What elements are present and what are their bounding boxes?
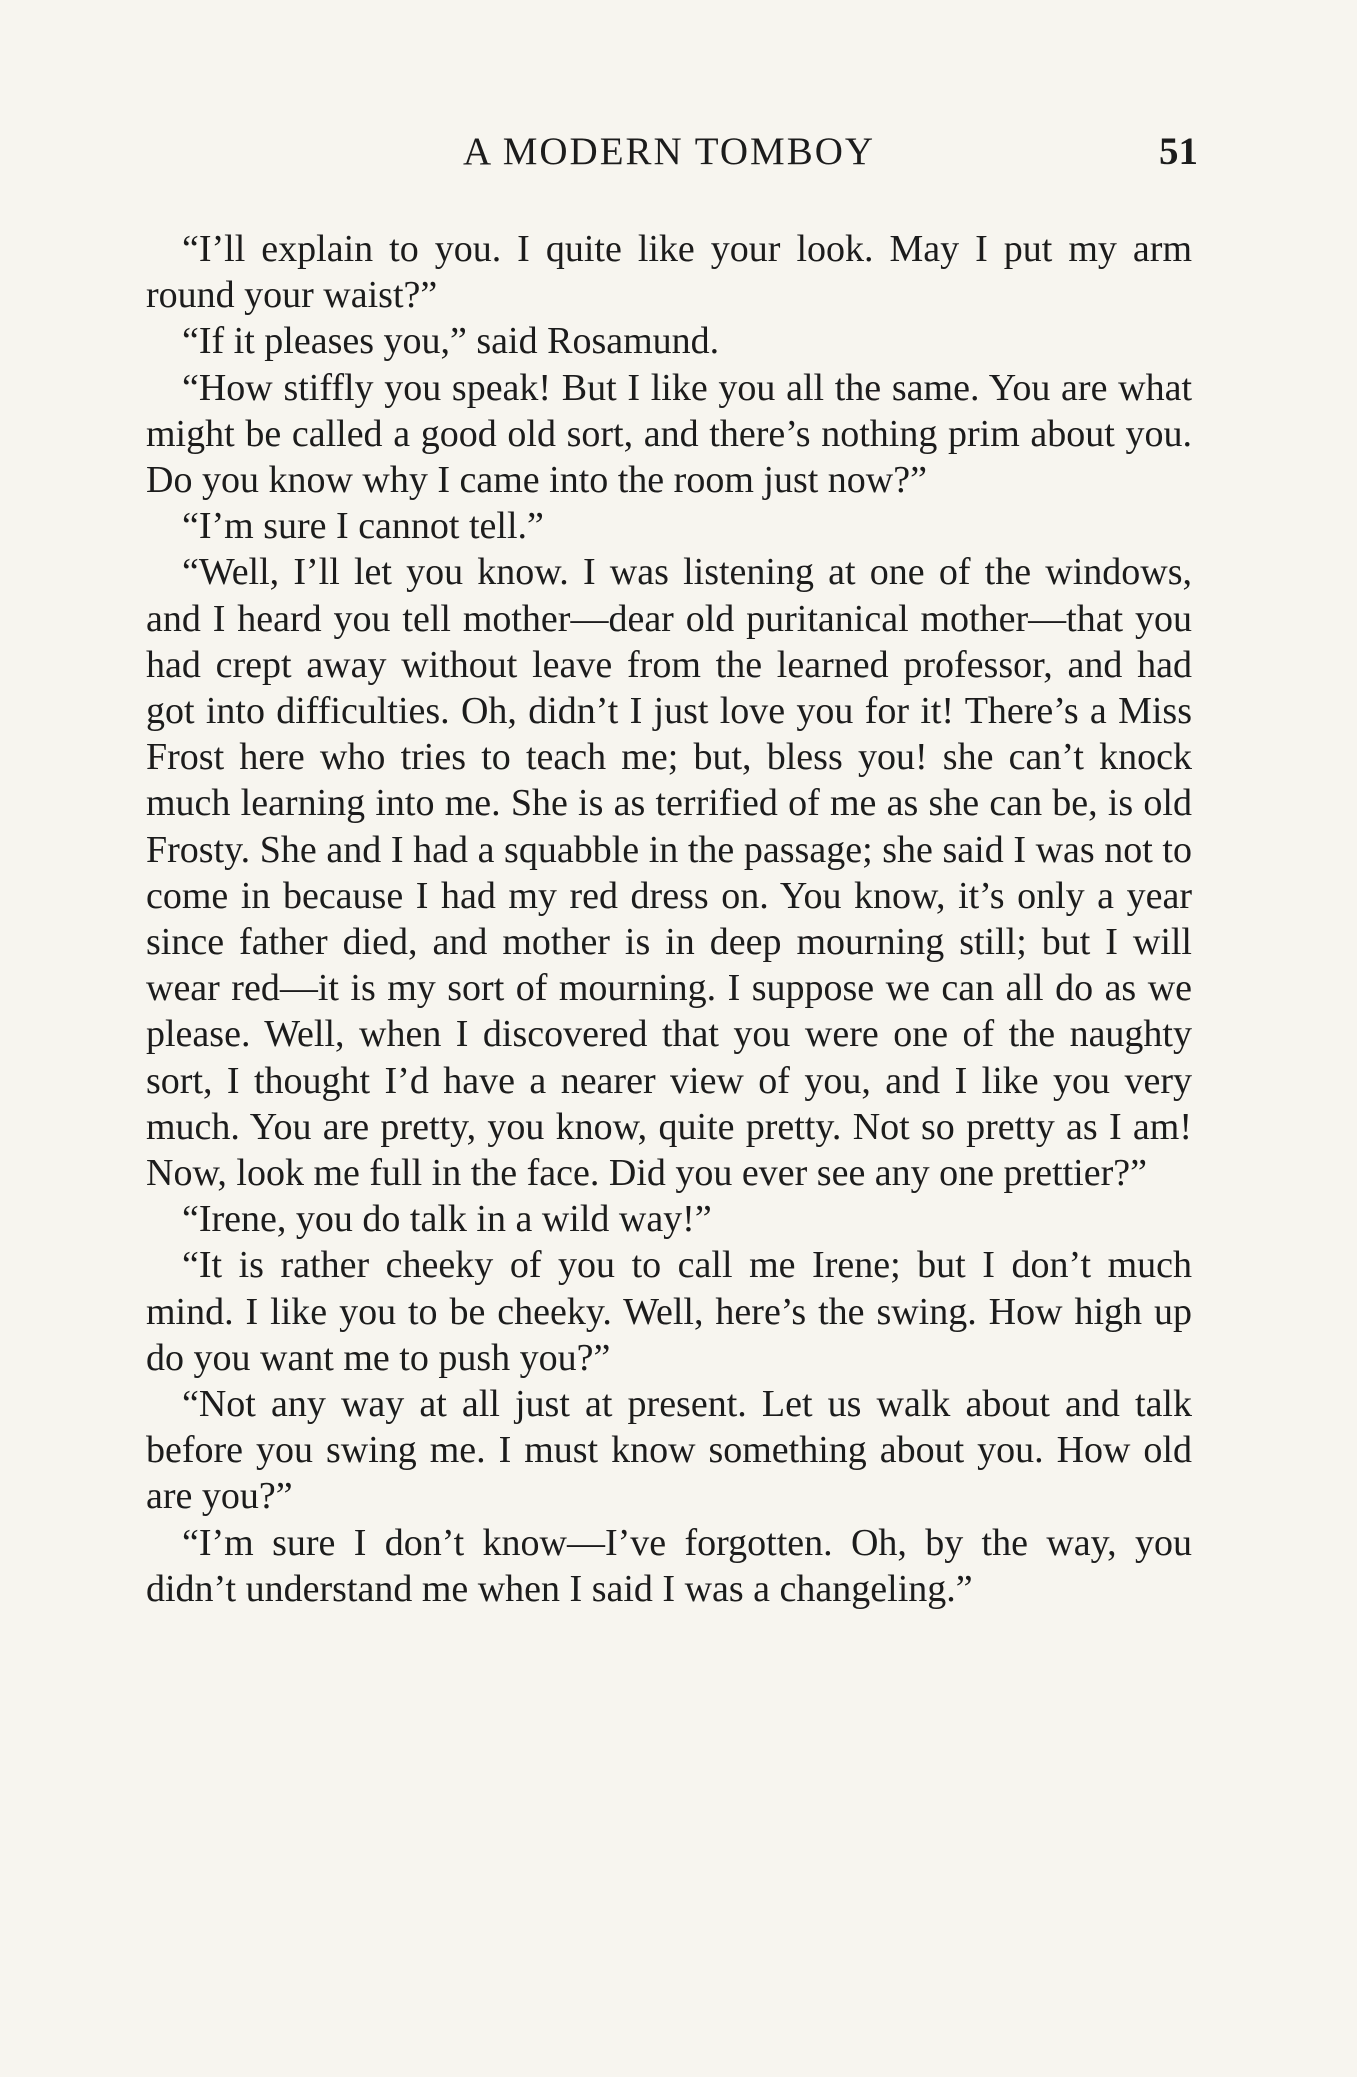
paragraph: “I’m sure I cannot tell.” <box>182 505 544 548</box>
paragraph: “How stiffly you speak! But I like you all the same. You are what might be called a good old sort, and there’s nothing prim about you. Do you know why I came into the room just now?” <box>146 366 1192 502</box>
paragraph: “I’ll explain to you. I quite like your look. May I put my arm round your waist?” <box>146 228 1192 317</box>
body-text <box>146 226 1192 1612</box>
paragraph: “Not any way at all just at present. Let us walk about and talk before you swing me. I must know something about you. How old are you?” <box>146 1383 1192 1518</box>
paragraph: “I’m sure I don’t know—I’ve forgotten. Oh, by the way, you didn’t understand me when I said I was a changeling.” <box>146 1521 1192 1610</box>
page-number: 51 <box>1159 130 1198 173</box>
paragraph: “Irene, you do talk in a wild way!” <box>182 1198 712 1241</box>
paragraph: “If it pleases you,” said Rosamund. <box>182 320 720 363</box>
paragraph: “Well, I’ll let you know. I was listening at one of the windows, and I heard you tell mother—dear old puritanical mother—that you had crept away without leave from the learned professor, and had got into difficulties. Oh, didn’t I just love you for it! There’s a Miss Frost here who tries to teach me; but, bless you! she can’t knock much learning into me. She is as terrified of me as she can be, is old Frosty. She and I had a squabble in the passage; she said I was not to come in because I had my red dress on. You know, it’s only a year since father died, and mother is in deep mourning still; but I will wear red—it is my sort of mourning. I suppose we can all do as we please. Well, when I discovered that you were one of the naughty sort, I thought I’d have a nearer view of you, and I like you very much. You are pretty, you know, quite pretty. Not so pretty as I am! Now, look me full in the face. Did you ever see any one prettier?” <box>146 551 1192 1195</box>
running-head <box>140 122 1198 182</box>
running-title: A MODERN TOMBOY <box>462 130 876 173</box>
paragraph: “It is rather cheeky of you to call me Irene; but I don’t much mind. I like you to be cheeky. Well, here’s the swing. How high up do you want me to push you?” <box>146 1244 1192 1379</box>
